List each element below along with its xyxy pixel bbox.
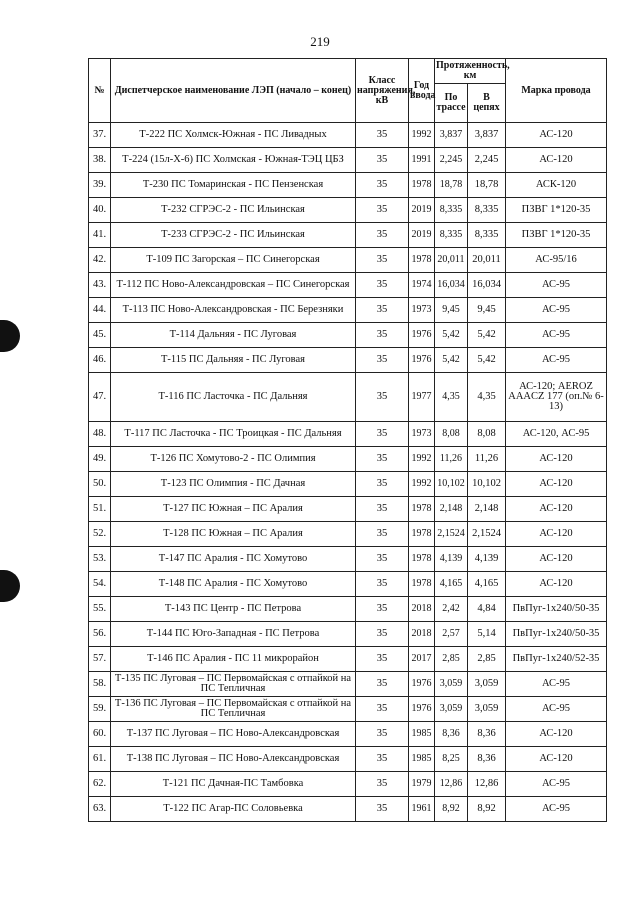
cell-voltage-class: 35 <box>356 348 409 373</box>
table-row <box>89 647 607 672</box>
cell-wire-mark: АС-120; AEROZ AAACZ 177 (оп.№ 6-13) <box>506 373 607 422</box>
cell-line-name: Т-136 ПС Луговая – ПС Первомайская с отпайкой на ПС Тепличная <box>111 697 356 722</box>
cell-wire-mark: ПвПуг-1х240/52-35 <box>506 647 607 672</box>
table-row <box>89 597 607 622</box>
cell-num: 59. <box>89 697 111 722</box>
cell-length-circuits: 8,08 <box>468 422 506 447</box>
cell-num: 47. <box>89 373 111 422</box>
table-row <box>89 248 607 273</box>
table-row <box>89 447 607 472</box>
cell-length-route: 4,35 <box>435 373 468 422</box>
header-in-circuits: В цепях <box>468 84 506 123</box>
cell-wire-mark: АС-120 <box>506 547 607 572</box>
cell-wire-mark: АС-95 <box>506 772 607 797</box>
cell-num: 41. <box>89 223 111 248</box>
cell-year: 2019 <box>409 198 435 223</box>
cell-wire-mark: АС-120 <box>506 123 607 148</box>
cell-year: 1978 <box>409 173 435 198</box>
cell-num: 63. <box>89 797 111 822</box>
cell-line-name: Т-230 ПС Томаринская - ПС Пензенская <box>111 173 356 198</box>
cell-num: 40. <box>89 198 111 223</box>
cell-num: 38. <box>89 148 111 173</box>
cell-length-circuits: 12,86 <box>468 772 506 797</box>
cell-wire-mark: АС-95 <box>506 298 607 323</box>
cell-length-route: 2,57 <box>435 622 468 647</box>
cell-line-name: Т-138 ПС Луговая – ПС Ново-Александровская <box>111 747 356 772</box>
cell-year: 1976 <box>409 348 435 373</box>
cell-line-name: Т-232 СГРЭС-2 - ПС Ильинская <box>111 198 356 223</box>
cell-line-name: Т-135 ПС Луговая – ПС Первомайская с отпайкой на ПС Тепличная <box>111 672 356 697</box>
table-row <box>89 497 607 522</box>
cell-length-route: 2,148 <box>435 497 468 522</box>
cell-wire-mark: ПЗВГ 1*120-35 <box>506 223 607 248</box>
cell-wire-mark: АС-95/16 <box>506 248 607 273</box>
cell-num: 49. <box>89 447 111 472</box>
table-row <box>89 697 607 722</box>
cell-length-circuits: 3,837 <box>468 123 506 148</box>
cell-num: 39. <box>89 173 111 198</box>
cell-length-circuits: 18,78 <box>468 173 506 198</box>
cell-voltage-class: 35 <box>356 622 409 647</box>
header-year: Год ввода <box>409 59 435 123</box>
cell-num: 42. <box>89 248 111 273</box>
cell-year: 1973 <box>409 298 435 323</box>
cell-wire-mark: ПвПуг-1х240/50-35 <box>506 622 607 647</box>
table-row <box>89 298 607 323</box>
cell-year: 1985 <box>409 722 435 747</box>
cell-wire-mark: АС-95 <box>506 348 607 373</box>
cell-length-circuits: 8,335 <box>468 198 506 223</box>
cell-length-route: 8,25 <box>435 747 468 772</box>
cell-line-name: Т-112 ПС Ново-Александровская – ПС Синегорская <box>111 273 356 298</box>
cell-length-circuits: 5,14 <box>468 622 506 647</box>
cell-line-name: Т-143 ПС Центр - ПС Петрова <box>111 597 356 622</box>
cell-length-route: 2,42 <box>435 597 468 622</box>
cell-length-route: 3,059 <box>435 672 468 697</box>
cell-length-circuits: 4,139 <box>468 547 506 572</box>
table-row <box>89 173 607 198</box>
cell-wire-mark: АСК-120 <box>506 173 607 198</box>
header-num: № <box>89 59 111 123</box>
cell-voltage-class: 35 <box>356 772 409 797</box>
table-row <box>89 772 607 797</box>
header-length-group: Протяженность, км <box>435 59 506 84</box>
cell-wire-mark: АС-120 <box>506 722 607 747</box>
cell-length-route: 2,245 <box>435 148 468 173</box>
cell-num: 46. <box>89 348 111 373</box>
cell-length-route: 8,36 <box>435 722 468 747</box>
cell-length-route: 11,26 <box>435 447 468 472</box>
table-row <box>89 323 607 348</box>
cell-voltage-class: 35 <box>356 722 409 747</box>
cell-year: 1978 <box>409 547 435 572</box>
table-row <box>89 148 607 173</box>
cell-year: 1992 <box>409 472 435 497</box>
cell-voltage-class: 35 <box>356 198 409 223</box>
cell-num: 58. <box>89 672 111 697</box>
cell-voltage-class: 35 <box>356 223 409 248</box>
cell-year: 1985 <box>409 747 435 772</box>
table-row <box>89 747 607 772</box>
cell-voltage-class: 35 <box>356 522 409 547</box>
cell-num: 45. <box>89 323 111 348</box>
table-row <box>89 198 607 223</box>
cell-voltage-class: 35 <box>356 248 409 273</box>
cell-wire-mark: АС-95 <box>506 273 607 298</box>
cell-length-circuits: 5,42 <box>468 323 506 348</box>
cell-wire-mark: АС-120 <box>506 447 607 472</box>
cell-length-circuits: 2,85 <box>468 647 506 672</box>
cell-voltage-class: 35 <box>356 747 409 772</box>
cell-num: 50. <box>89 472 111 497</box>
cell-length-circuits: 2,148 <box>468 497 506 522</box>
cell-num: 62. <box>89 772 111 797</box>
cell-length-route: 4,165 <box>435 572 468 597</box>
table-row <box>89 348 607 373</box>
cell-length-circuits: 10,102 <box>468 472 506 497</box>
cell-length-circuits: 8,92 <box>468 797 506 822</box>
cell-year: 1979 <box>409 772 435 797</box>
cell-num: 55. <box>89 597 111 622</box>
cell-length-circuits: 8,36 <box>468 722 506 747</box>
cell-length-circuits: 9,45 <box>468 298 506 323</box>
cell-length-route: 3,059 <box>435 697 468 722</box>
cell-line-name: Т-115 ПС Дальняя - ПС Луговая <box>111 348 356 373</box>
cell-length-route: 8,335 <box>435 198 468 223</box>
cell-year: 2017 <box>409 647 435 672</box>
cell-length-circuits: 4,165 <box>468 572 506 597</box>
cell-line-name: Т-126 ПС Хомутово-2 - ПС Олимпия <box>111 447 356 472</box>
cell-length-route: 8,335 <box>435 223 468 248</box>
cell-voltage-class: 35 <box>356 697 409 722</box>
cell-wire-mark: АС-120, АС-95 <box>506 422 607 447</box>
cell-num: 48. <box>89 422 111 447</box>
cell-wire-mark: ПвПуг-1х240/50-35 <box>506 597 607 622</box>
cell-num: 60. <box>89 722 111 747</box>
table-row <box>89 273 607 298</box>
cell-length-circuits: 20,011 <box>468 248 506 273</box>
cell-year: 1973 <box>409 422 435 447</box>
header-by-route: По трассе <box>435 84 468 123</box>
cell-num: 54. <box>89 572 111 597</box>
cell-length-circuits: 8,36 <box>468 747 506 772</box>
cell-length-route: 5,42 <box>435 323 468 348</box>
cell-voltage-class: 35 <box>356 373 409 422</box>
cell-voltage-class: 35 <box>356 597 409 622</box>
cell-year: 1976 <box>409 323 435 348</box>
cell-year: 1961 <box>409 797 435 822</box>
cell-voltage-class: 35 <box>356 123 409 148</box>
cell-length-route: 10,102 <box>435 472 468 497</box>
cell-num: 43. <box>89 273 111 298</box>
cell-voltage-class: 35 <box>356 472 409 497</box>
cell-length-route: 8,92 <box>435 797 468 822</box>
cell-voltage-class: 35 <box>356 298 409 323</box>
table-row <box>89 472 607 497</box>
cell-voltage-class: 35 <box>356 447 409 472</box>
table-row <box>89 547 607 572</box>
punch-hole <box>0 570 20 602</box>
table-row <box>89 797 607 822</box>
table-row <box>89 672 607 697</box>
cell-line-name: Т-224 (15л-Х-6) ПС Холмская - Южная-ТЭЦ ЦБЗ <box>111 148 356 173</box>
cell-year: 1978 <box>409 522 435 547</box>
cell-year: 1992 <box>409 123 435 148</box>
cell-wire-mark: АС-95 <box>506 697 607 722</box>
cell-wire-mark: АС-120 <box>506 472 607 497</box>
cell-length-route: 4,139 <box>435 547 468 572</box>
cell-wire-mark: ПЗВГ 1*120-35 <box>506 198 607 223</box>
cell-length-circuits: 2,1524 <box>468 522 506 547</box>
table-row <box>89 572 607 597</box>
cell-line-name: Т-122 ПС Агар-ПС Соловьевка <box>111 797 356 822</box>
cell-length-circuits: 2,245 <box>468 148 506 173</box>
cell-num: 51. <box>89 497 111 522</box>
cell-length-route: 9,45 <box>435 298 468 323</box>
cell-voltage-class: 35 <box>356 672 409 697</box>
cell-length-route: 12,86 <box>435 772 468 797</box>
cell-line-name: Т-113 ПС Ново-Александровская - ПС Березняки <box>111 298 356 323</box>
cell-year: 2018 <box>409 622 435 647</box>
cell-length-route: 20,011 <box>435 248 468 273</box>
header-voltage-class: Класс напряжения, кВ <box>356 59 409 123</box>
cell-length-route: 2,1524 <box>435 522 468 547</box>
cell-voltage-class: 35 <box>356 422 409 447</box>
cell-num: 53. <box>89 547 111 572</box>
cell-length-route: 5,42 <box>435 348 468 373</box>
table-row <box>89 722 607 747</box>
punch-hole <box>0 320 20 352</box>
cell-line-name: Т-233 СГРЭС-2 - ПС Ильинская <box>111 223 356 248</box>
cell-line-name: Т-128 ПС Южная – ПС Аралия <box>111 522 356 547</box>
cell-num: 44. <box>89 298 111 323</box>
cell-num: 52. <box>89 522 111 547</box>
cell-line-name: Т-121 ПС Дачная-ПС Тамбовка <box>111 772 356 797</box>
header-wire-mark: Марка провода <box>506 59 607 123</box>
cell-line-name: Т-116 ПС Ласточка - ПС Дальняя <box>111 373 356 422</box>
cell-voltage-class: 35 <box>356 547 409 572</box>
cell-wire-mark: АС-95 <box>506 672 607 697</box>
cell-line-name: Т-222 ПС Холмск-Южная - ПС Ливадных <box>111 123 356 148</box>
page-number: 219 <box>310 34 330 49</box>
cell-voltage-class: 35 <box>356 323 409 348</box>
cell-length-route: 18,78 <box>435 173 468 198</box>
cell-line-name: Т-147 ПС Аралия - ПС Хомутово <box>111 547 356 572</box>
cell-line-name: Т-146 ПС Аралия - ПС 11 микрорайон <box>111 647 356 672</box>
cell-wire-mark: АС-120 <box>506 572 607 597</box>
cell-year: 1978 <box>409 572 435 597</box>
cell-wire-mark: АС-120 <box>506 522 607 547</box>
cell-wire-mark: АС-120 <box>506 497 607 522</box>
cell-length-circuits: 8,335 <box>468 223 506 248</box>
cell-length-circuits: 3,059 <box>468 697 506 722</box>
cell-line-name: Т-114 Дальняя - ПС Луговая <box>111 323 356 348</box>
cell-length-circuits: 4,35 <box>468 373 506 422</box>
table-row <box>89 622 607 647</box>
cell-voltage-class: 35 <box>356 797 409 822</box>
cell-line-name: Т-123 ПС Олимпия - ПС Дачная <box>111 472 356 497</box>
cell-length-circuits: 11,26 <box>468 447 506 472</box>
cell-num: 57. <box>89 647 111 672</box>
cell-year: 1978 <box>409 248 435 273</box>
cell-line-name: Т-148 ПС Аралия - ПС Хомутово <box>111 572 356 597</box>
cell-voltage-class: 35 <box>356 497 409 522</box>
cell-line-name: Т-137 ПС Луговая – ПС Ново-Александровская <box>111 722 356 747</box>
cell-length-circuits: 3,059 <box>468 672 506 697</box>
cell-year: 1978 <box>409 497 435 522</box>
cell-year: 1992 <box>409 447 435 472</box>
cell-year: 1977 <box>409 373 435 422</box>
cell-length-route: 16,034 <box>435 273 468 298</box>
cell-wire-mark: АС-120 <box>506 747 607 772</box>
cell-year: 1991 <box>409 148 435 173</box>
cell-year: 2019 <box>409 223 435 248</box>
table-row <box>89 422 607 447</box>
cell-num: 61. <box>89 747 111 772</box>
cell-length-route: 3,837 <box>435 123 468 148</box>
cell-line-name: Т-109 ПС Загорская – ПС Синегорская <box>111 248 356 273</box>
cell-voltage-class: 35 <box>356 273 409 298</box>
cell-wire-mark: АС-95 <box>506 323 607 348</box>
cell-voltage-class: 35 <box>356 647 409 672</box>
cell-num: 37. <box>89 123 111 148</box>
cell-num: 56. <box>89 622 111 647</box>
cell-year: 2018 <box>409 597 435 622</box>
cell-year: 1974 <box>409 273 435 298</box>
cell-length-route: 2,85 <box>435 647 468 672</box>
power-lines-table <box>88 58 607 822</box>
cell-year: 1976 <box>409 697 435 722</box>
header-name: Диспетчерское наименование ЛЭП (начало – конец) <box>111 59 356 123</box>
cell-wire-mark: АС-120 <box>506 148 607 173</box>
cell-year: 1976 <box>409 672 435 697</box>
cell-length-circuits: 4,84 <box>468 597 506 622</box>
cell-length-circuits: 16,034 <box>468 273 506 298</box>
cell-length-route: 8,08 <box>435 422 468 447</box>
table-row <box>89 522 607 547</box>
cell-length-circuits: 5,42 <box>468 348 506 373</box>
cell-voltage-class: 35 <box>356 148 409 173</box>
table-row <box>89 223 607 248</box>
cell-voltage-class: 35 <box>356 572 409 597</box>
cell-wire-mark: АС-95 <box>506 797 607 822</box>
cell-line-name: Т-117 ПС Ласточка - ПС Троицкая - ПС Дальняя <box>111 422 356 447</box>
cell-line-name: Т-127 ПС Южная – ПС Аралия <box>111 497 356 522</box>
table-row <box>89 373 607 422</box>
cell-line-name: Т-144 ПС Юго-Западная - ПС Петрова <box>111 622 356 647</box>
cell-voltage-class: 35 <box>356 173 409 198</box>
table-row <box>89 123 607 148</box>
